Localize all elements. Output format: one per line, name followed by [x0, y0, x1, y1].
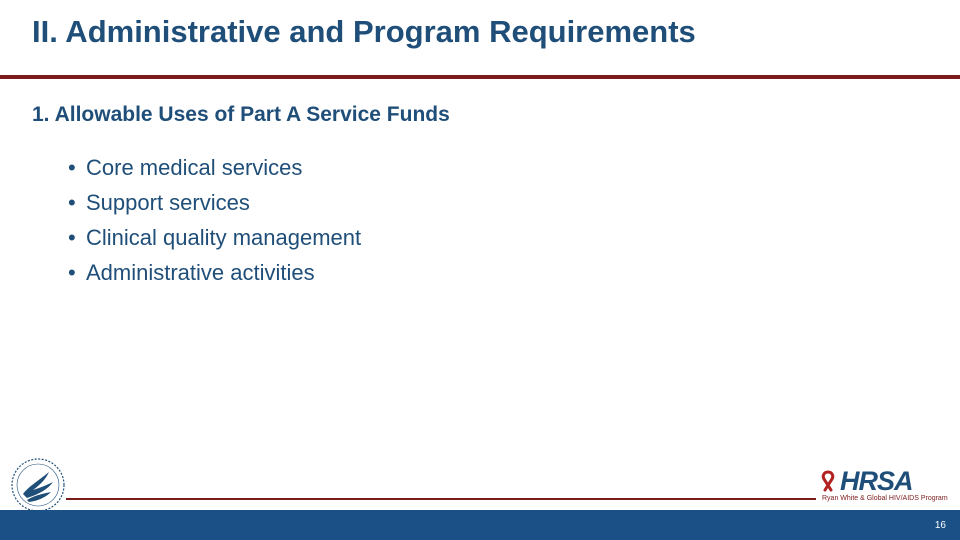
bullet-text: Administrative activities: [86, 260, 315, 285]
hrsa-logo: [818, 466, 948, 504]
hrsa-tagline: Ryan White & Global HIV/AIDS Program: [822, 495, 948, 502]
bullet-dot: •: [68, 225, 76, 250]
bullet-item: [68, 255, 361, 290]
bullet-list: [68, 150, 361, 290]
bullet-item: [68, 150, 361, 185]
bullet-dot: •: [68, 155, 76, 180]
footer-band: [0, 510, 960, 540]
bullet-item: [68, 220, 361, 255]
footer-divider: [66, 498, 816, 500]
bullet-dot: •: [68, 190, 76, 215]
bullet-item: [68, 185, 361, 220]
section-heading: 1. Allowable Uses of Part A Service Funds: [32, 103, 450, 126]
hrsa-logo-icon: [818, 470, 838, 494]
bullet-text: Core medical services: [86, 155, 303, 180]
bullet-text: Support services: [86, 190, 250, 215]
page-number: 16: [934, 520, 946, 531]
bullet-text: Clinical quality management: [86, 225, 362, 250]
title-divider: [0, 75, 960, 79]
hrsa-logo-text: HRSA: [840, 466, 913, 496]
bullet-dot: •: [68, 260, 76, 285]
hhs-seal-icon: [9, 456, 67, 514]
slide-title: II. Administrative and Program Requirements: [32, 14, 696, 49]
